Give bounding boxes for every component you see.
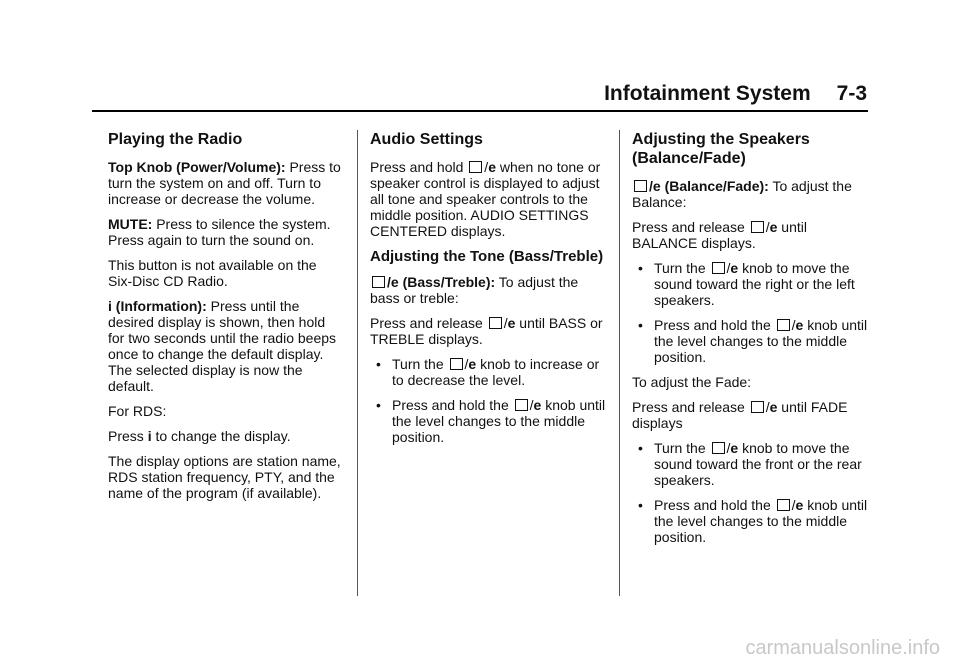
slash: /: [529, 397, 534, 413]
slash: /: [464, 356, 469, 372]
knob-icon: e: [730, 260, 739, 276]
paragraph-for-rds: For RDS:: [108, 403, 167, 419]
knob-icon: e: [488, 159, 496, 175]
paragraph-press-info: [108, 428, 344, 444]
bullet-turn-knob-balance: [632, 260, 872, 308]
knob-icon: e: [795, 317, 804, 333]
tone-button-icon: [634, 180, 647, 192]
knob-icon: e: [507, 315, 516, 331]
tone-button-icon: [777, 319, 790, 331]
text-a: Press and hold the: [654, 317, 775, 333]
tone-button-icon: [515, 399, 528, 411]
text-a: Press and release: [370, 315, 487, 331]
info-icon: i: [108, 298, 112, 314]
knob-icon: e: [730, 440, 739, 456]
text-power-volume: Press to turn the system on and off. Turn to increase or decrease the volume.: [108, 159, 341, 207]
text-a: Turn the: [654, 440, 710, 456]
bullet-press-hold-knob: [370, 397, 610, 445]
heading-adjusting-tone: Adjusting the Tone (Bass/Treble): [370, 248, 604, 265]
text-a: Press and release: [632, 399, 749, 415]
text-a: Press and hold the: [654, 497, 775, 513]
tone-button-icon: [777, 499, 790, 511]
column-2: [370, 130, 610, 454]
text-bass-treble: To adjust the bass or treble:: [370, 274, 579, 306]
paragraph-press-hold: [370, 159, 610, 239]
text-b: until FADE displays: [632, 399, 848, 431]
text-change-display: to change the display.: [151, 428, 291, 444]
slash: /: [765, 219, 770, 235]
text-b: knob to increase or to decrease the level.: [392, 356, 600, 388]
info-icon: i: [147, 428, 152, 444]
text-b: knob to move the sound toward the front or the rear speakers.: [654, 440, 862, 488]
header-rule: [92, 110, 868, 112]
text-a: Turn the: [654, 260, 710, 276]
slash: /: [726, 260, 731, 276]
paragraph-adjust-fade: To adjust the Fade:: [632, 374, 752, 390]
text-balance-fade: To adjust the Balance:: [632, 178, 852, 210]
text-a: Turn the: [392, 356, 448, 372]
tone-button-icon: [712, 262, 725, 274]
knob-icon: e: [769, 219, 778, 235]
text-b: until BASS or TREBLE displays.: [370, 315, 603, 347]
text-a: Press and hold: [370, 159, 468, 175]
text-a: Press and release: [632, 219, 749, 235]
paragraph-information: [108, 298, 344, 394]
label-information: (Information):: [115, 298, 207, 314]
bullet-turn-knob: [370, 356, 610, 388]
section-title: Infotainment System: [604, 82, 811, 105]
paragraph-power-volume: [108, 159, 344, 207]
label-power-volume: Top Knob (Power/Volume):: [108, 159, 286, 175]
tone-button-icon: [751, 221, 764, 233]
tone-button-icon: [489, 317, 502, 329]
knob-icon: e: [390, 274, 399, 290]
bullet-press-hold-balance: [632, 317, 872, 365]
slash: /: [765, 399, 770, 415]
paragraph-press-release-fade: [632, 399, 872, 431]
paragraph-press-release: [370, 315, 610, 347]
text-b: knob to move the sound toward the right or the left speakers.: [654, 260, 855, 308]
knob-icon: e: [533, 397, 542, 413]
heading-adjusting-speakers: Adjusting the Speakers (Balance/Fade): [632, 131, 810, 167]
tone-button-icon: [712, 442, 725, 454]
label-mute: MUTE:: [108, 216, 153, 232]
slash: /: [387, 274, 391, 290]
paragraph-balance-fade: [632, 178, 872, 210]
knob-icon: e: [769, 399, 778, 415]
slash: /: [726, 440, 731, 456]
tone-button-icon: [469, 161, 482, 173]
column-divider-1: [357, 130, 358, 596]
slash: /: [649, 178, 653, 194]
text-mute: Press to silence the system. Press again to turn the sound on.: [108, 216, 331, 248]
header-text: [604, 82, 867, 106]
slash: /: [791, 317, 796, 333]
paragraph-display-options: The display options are station name, RDS station frequency, PTY, and the name of the program (if available).: [108, 453, 341, 501]
page-header: [0, 70, 960, 110]
tone-button-icon: [450, 358, 463, 370]
text-b: knob until the level changes to the middle position.: [392, 397, 606, 445]
paragraph-not-available: This button is not available on the Six-Disc CD Radio.: [108, 257, 317, 289]
text-press: Press: [108, 428, 148, 444]
knob-icon: e: [468, 356, 477, 372]
bullet-press-hold-fade: [632, 497, 872, 545]
tone-button-icon: [751, 401, 764, 413]
slash: /: [791, 497, 796, 513]
column-3: [632, 130, 872, 554]
text-b: knob until the level changes to the middle position.: [654, 317, 868, 365]
text-a: Press and hold the: [392, 397, 513, 413]
label-bass-treble: (Bass/Treble):: [402, 274, 496, 290]
watermark: carmanualsonline.info: [745, 637, 940, 659]
heading-audio-settings: Audio Settings: [370, 131, 483, 148]
paragraph-bass-treble: [370, 274, 610, 306]
knob-icon: e: [795, 497, 804, 513]
column-1: [108, 130, 344, 510]
text-b: when no tone or speaker control is displayed to adjust all tone and speaker controls to the middle position. AUDIO SETTINGS CENTERED displays.: [370, 159, 601, 239]
text-b: until BALANCE displays.: [632, 219, 807, 251]
text-information: Press until the desired display is shown, then hold for two seconds until the radio beeps once to change the default display. The selected display is now the default.: [108, 298, 337, 394]
label-balance-fade: (Balance/Fade):: [664, 178, 769, 194]
tone-button-icon: [372, 276, 385, 288]
knob-icon: e: [652, 178, 661, 194]
slash: /: [484, 159, 489, 175]
text-b: knob until the level changes to the middle position.: [654, 497, 868, 545]
bullet-turn-knob-fade: [632, 440, 872, 488]
paragraph-mute: [108, 216, 344, 248]
heading-playing-the-radio: Playing the Radio: [108, 131, 243, 148]
paragraph-press-release-balance: [632, 219, 872, 251]
slash: /: [503, 315, 508, 331]
page-number: 7-3: [836, 82, 867, 105]
column-divider-2: [619, 130, 620, 596]
